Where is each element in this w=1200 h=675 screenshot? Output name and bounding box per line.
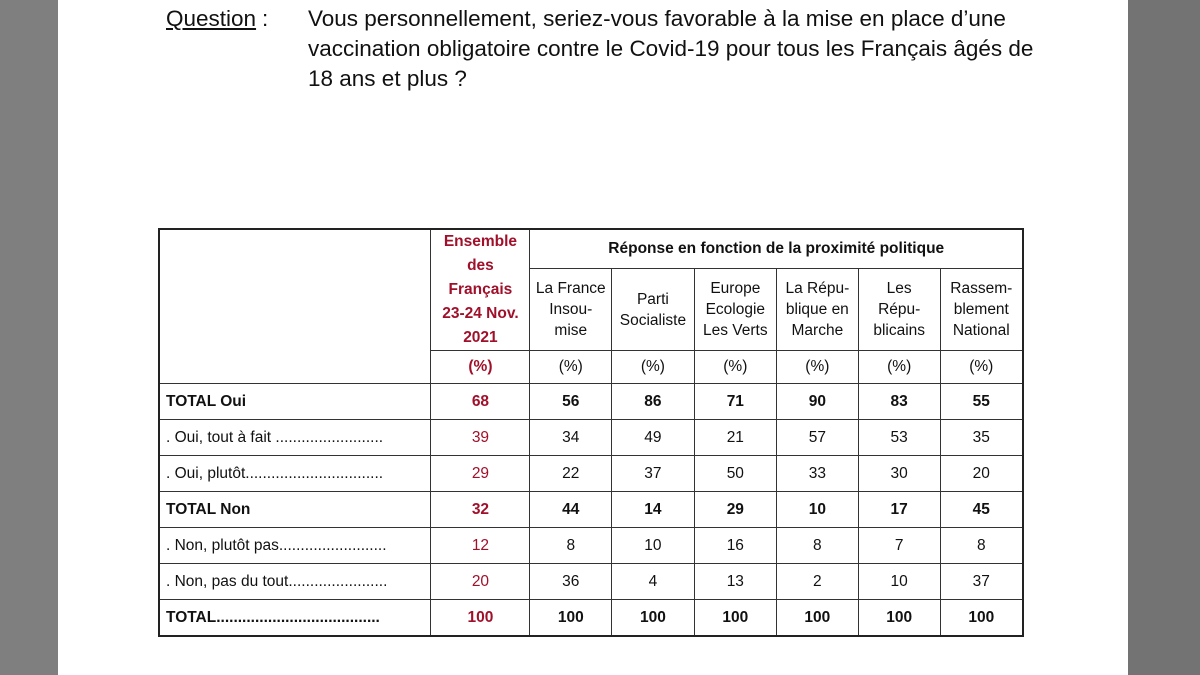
party-value: 71 (694, 384, 776, 420)
ensemble-value: 100 (431, 600, 530, 637)
party-value: 35 (940, 420, 1023, 456)
party-value: 45 (940, 492, 1023, 528)
party-value: 34 (530, 420, 612, 456)
party-name-line: La Répu- (785, 280, 850, 298)
ensemble-value: 68 (431, 384, 530, 420)
question-label: Question (166, 6, 257, 31)
ensemble-value: 20 (431, 564, 530, 600)
party-header-rn (940, 269, 1023, 351)
party-value: 10 (612, 528, 695, 564)
row-label: TOTAL...................................... (159, 600, 431, 637)
party-name-line: Les (886, 280, 912, 298)
table-row (159, 456, 1023, 492)
party-value: 100 (612, 600, 695, 637)
party-name-line: mise (554, 322, 588, 340)
party-value: 20 (940, 456, 1023, 492)
ensemble-value: 32 (431, 492, 530, 528)
ensemble-header-line: Ensemble (443, 233, 518, 250)
ensemble-header-line: Français (448, 281, 513, 298)
party-header-lfi (530, 269, 612, 351)
party-name-line: Insou- (549, 301, 593, 319)
party-value: 10 (776, 492, 858, 528)
ensemble-header (431, 229, 530, 351)
party-name-line: blicains (873, 322, 926, 340)
viewer-background-right (1128, 0, 1200, 675)
party-name-line: Parti (636, 290, 669, 308)
party-header-lrem (776, 269, 858, 351)
party-name-line: Répu- (878, 301, 921, 319)
party-header-lr (858, 269, 940, 351)
document-page (58, 0, 1128, 675)
party-unit: (%) (858, 351, 940, 384)
party-name-line: National (952, 322, 1010, 340)
question-colon: : (262, 6, 269, 31)
party-unit: (%) (940, 351, 1023, 384)
party-value: 100 (530, 600, 612, 637)
party-value: 100 (776, 600, 858, 637)
row-label: . Oui, tout à fait ......................... (159, 420, 431, 456)
party-value: 90 (776, 384, 858, 420)
results-table (158, 228, 1024, 637)
party-value: 16 (694, 528, 776, 564)
party-value: 22 (530, 456, 612, 492)
empty-corner-cell (159, 229, 431, 384)
table-row (159, 492, 1023, 528)
political-proximity-header: Réponse en fonction de la proximité politique (530, 229, 1023, 269)
party-header-ps (612, 269, 695, 351)
party-value: 14 (612, 492, 695, 528)
party-name-line: Europe (710, 280, 761, 298)
party-value: 30 (858, 456, 940, 492)
row-label: TOTAL Oui (159, 384, 431, 420)
party-value: 4 (612, 564, 695, 600)
party-value: 49 (612, 420, 695, 456)
row-label: . Non, plutôt pas......................... (159, 528, 431, 564)
party-value: 8 (940, 528, 1023, 564)
party-name-line: La France (535, 280, 606, 298)
party-value: 56 (530, 384, 612, 420)
party-value: 8 (776, 528, 858, 564)
party-value: 29 (694, 492, 776, 528)
ensemble-value: 12 (431, 528, 530, 564)
party-value: 53 (858, 420, 940, 456)
party-value: 100 (940, 600, 1023, 637)
party-header-eelv (694, 269, 776, 351)
party-name-line: Les Verts (703, 322, 768, 340)
party-value: 83 (858, 384, 940, 420)
table-row (159, 564, 1023, 600)
party-value: 55 (940, 384, 1023, 420)
party-value: 7 (858, 528, 940, 564)
ensemble-unit: (%) (431, 351, 530, 384)
table-row (159, 420, 1023, 456)
party-value: 50 (694, 456, 776, 492)
ensemble-header-line: 23-24 Nov. (442, 305, 519, 322)
party-value: 86 (612, 384, 695, 420)
party-value: 8 (530, 528, 612, 564)
party-name-line: blique en (785, 301, 849, 319)
party-name-line: Socialiste (619, 311, 687, 329)
row-label: TOTAL Non (159, 492, 431, 528)
party-value: 21 (694, 420, 776, 456)
party-value: 17 (858, 492, 940, 528)
party-unit: (%) (776, 351, 858, 384)
question-text: Vous personnellement, seriez-vous favorable à la mise en place d’une vaccination obligatoire contre le Covid-19 pour tous les Français âgés de 18 ans et plus ? (308, 6, 1034, 91)
party-value: 100 (858, 600, 940, 637)
party-name-line: blement (953, 301, 1009, 319)
ensemble-value: 29 (431, 456, 530, 492)
party-value: 33 (776, 456, 858, 492)
viewer-background-left (0, 0, 58, 675)
party-name-line: Rassem- (950, 280, 1013, 298)
party-value: 100 (694, 600, 776, 637)
party-value: 37 (940, 564, 1023, 600)
party-name-line: Ecologie (705, 301, 766, 319)
party-value: 44 (530, 492, 612, 528)
table-row (159, 528, 1023, 564)
party-name-line: Marche (791, 322, 844, 340)
ensemble-value: 39 (431, 420, 530, 456)
row-label: . Oui, plutôt................................ (159, 456, 431, 492)
ensemble-header-line: des (467, 257, 494, 274)
ensemble-header-line: 2021 (463, 329, 498, 346)
party-unit: (%) (612, 351, 695, 384)
party-value: 57 (776, 420, 858, 456)
party-unit: (%) (530, 351, 612, 384)
party-value: 13 (694, 564, 776, 600)
party-value: 36 (530, 564, 612, 600)
party-unit: (%) (694, 351, 776, 384)
party-value: 2 (776, 564, 858, 600)
party-value: 10 (858, 564, 940, 600)
party-value: 37 (612, 456, 695, 492)
row-label: . Non, pas du tout....................... (159, 564, 431, 600)
table-row (159, 600, 1023, 637)
table-row (159, 384, 1023, 420)
